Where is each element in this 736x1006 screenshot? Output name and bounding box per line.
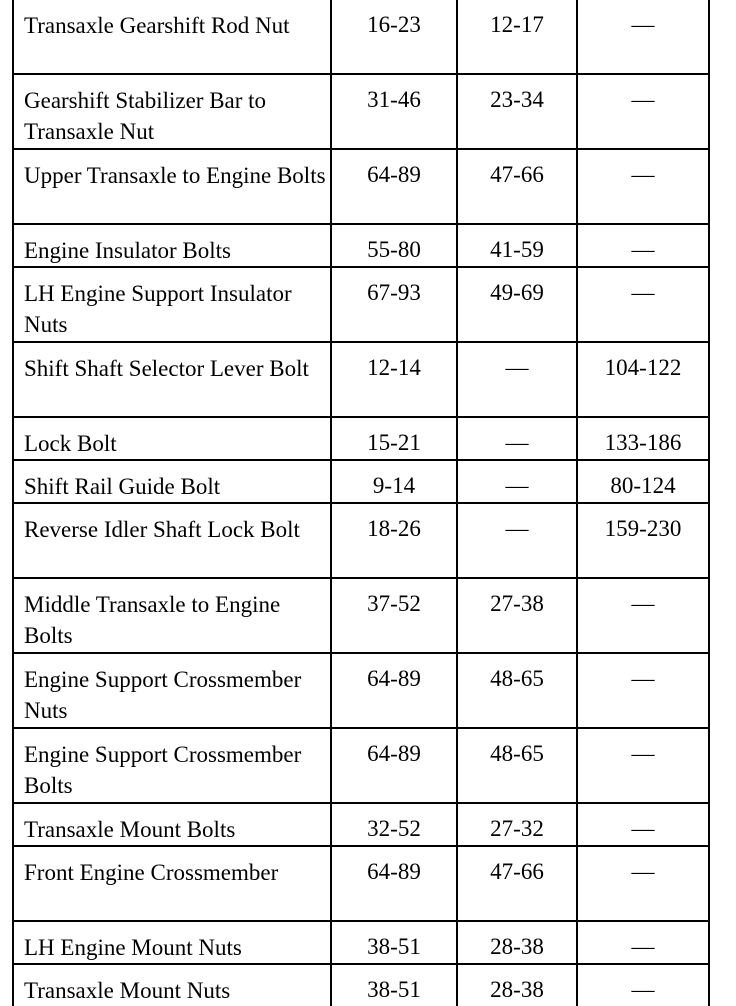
nm-value: 64-89	[331, 653, 457, 728]
table-row	[13, 653, 709, 728]
ftlb-value: —	[457, 342, 577, 417]
table-row	[13, 578, 709, 653]
table-row	[13, 0, 709, 74]
inlb-value: —	[577, 964, 709, 1006]
part-name: Engine Insulator Bolts	[13, 224, 331, 267]
nm-value: 18-26	[331, 503, 457, 578]
nm-value: 38-51	[331, 921, 457, 964]
nm-value: 67-93	[331, 267, 457, 342]
nm-value: 37-52	[331, 578, 457, 653]
inlb-value: —	[577, 224, 709, 267]
inlb-value: 104-122	[577, 342, 709, 417]
part-name: Transaxle Gearshift Rod Nut	[13, 0, 331, 74]
table-row	[13, 728, 709, 803]
inlb-value: —	[577, 149, 709, 224]
inlb-value: 133-186	[577, 417, 709, 460]
part-name: Engine Support Crossmember Nuts	[13, 653, 331, 728]
inlb-value: 80-124	[577, 460, 709, 503]
nm-value: 16-23	[331, 0, 457, 74]
part-name: Transaxle Mount Nuts	[13, 964, 331, 1006]
nm-value: 31-46	[331, 74, 457, 149]
ftlb-value: 28-38	[457, 921, 577, 964]
table-row	[13, 224, 709, 267]
part-name: Middle Transaxle to Engine Bolts	[13, 578, 331, 653]
table-row	[13, 460, 709, 503]
inlb-value: —	[577, 728, 709, 803]
ftlb-value: —	[457, 460, 577, 503]
table-row	[13, 921, 709, 964]
ftlb-value: —	[457, 503, 577, 578]
ftlb-value: 27-32	[457, 803, 577, 846]
inlb-value: —	[577, 653, 709, 728]
part-name: Engine Support Crossmember Bolts	[13, 728, 331, 803]
inlb-value: —	[577, 921, 709, 964]
part-name: LH Engine Support Insulator Nuts	[13, 267, 331, 342]
part-name: Lock Bolt	[13, 417, 331, 460]
ftlb-value: —	[457, 417, 577, 460]
inlb-value: —	[577, 267, 709, 342]
inlb-value: —	[577, 74, 709, 149]
inlb-value: —	[577, 578, 709, 653]
part-name: Upper Transaxle to Engine Bolts	[13, 149, 331, 224]
part-name: Shift Rail Guide Bolt	[13, 460, 331, 503]
ftlb-value: 27-38	[457, 578, 577, 653]
ftlb-value: 47-66	[457, 149, 577, 224]
ftlb-value: 49-69	[457, 267, 577, 342]
inlb-value: 159-230	[577, 503, 709, 578]
table-row	[13, 503, 709, 578]
nm-value: 64-89	[331, 846, 457, 921]
ftlb-value: 12-17	[457, 0, 577, 74]
table-row	[13, 74, 709, 149]
nm-value: 64-89	[331, 149, 457, 224]
nm-value: 15-21	[331, 417, 457, 460]
ftlb-value: 28-38	[457, 964, 577, 1006]
torque-spec-table	[12, 0, 710, 1006]
nm-value: 64-89	[331, 728, 457, 803]
table-row	[13, 417, 709, 460]
table-row	[13, 846, 709, 921]
inlb-value: —	[577, 0, 709, 74]
part-name: Transaxle Mount Bolts	[13, 803, 331, 846]
part-name: Gearshift Stabilizer Bar to Transaxle Nut	[13, 74, 331, 149]
nm-value: 32-52	[331, 803, 457, 846]
table-row	[13, 267, 709, 342]
nm-value: 9-14	[331, 460, 457, 503]
nm-value: 12-14	[331, 342, 457, 417]
ftlb-value: 47-66	[457, 846, 577, 921]
table-row	[13, 342, 709, 417]
ftlb-value: 23-34	[457, 74, 577, 149]
part-name: LH Engine Mount Nuts	[13, 921, 331, 964]
inlb-value: —	[577, 846, 709, 921]
inlb-value: —	[577, 803, 709, 846]
ftlb-value: 41-59	[457, 224, 577, 267]
nm-value: 38-51	[331, 964, 457, 1006]
nm-value: 55-80	[331, 224, 457, 267]
ftlb-value: 48-65	[457, 728, 577, 803]
table-row	[13, 149, 709, 224]
table-row	[13, 964, 709, 1006]
part-name: Shift Shaft Selector Lever Bolt	[13, 342, 331, 417]
table-row	[13, 803, 709, 846]
ftlb-value: 48-65	[457, 653, 577, 728]
part-name: Front Engine Crossmember	[13, 846, 331, 921]
part-name: Reverse Idler Shaft Lock Bolt	[13, 503, 331, 578]
